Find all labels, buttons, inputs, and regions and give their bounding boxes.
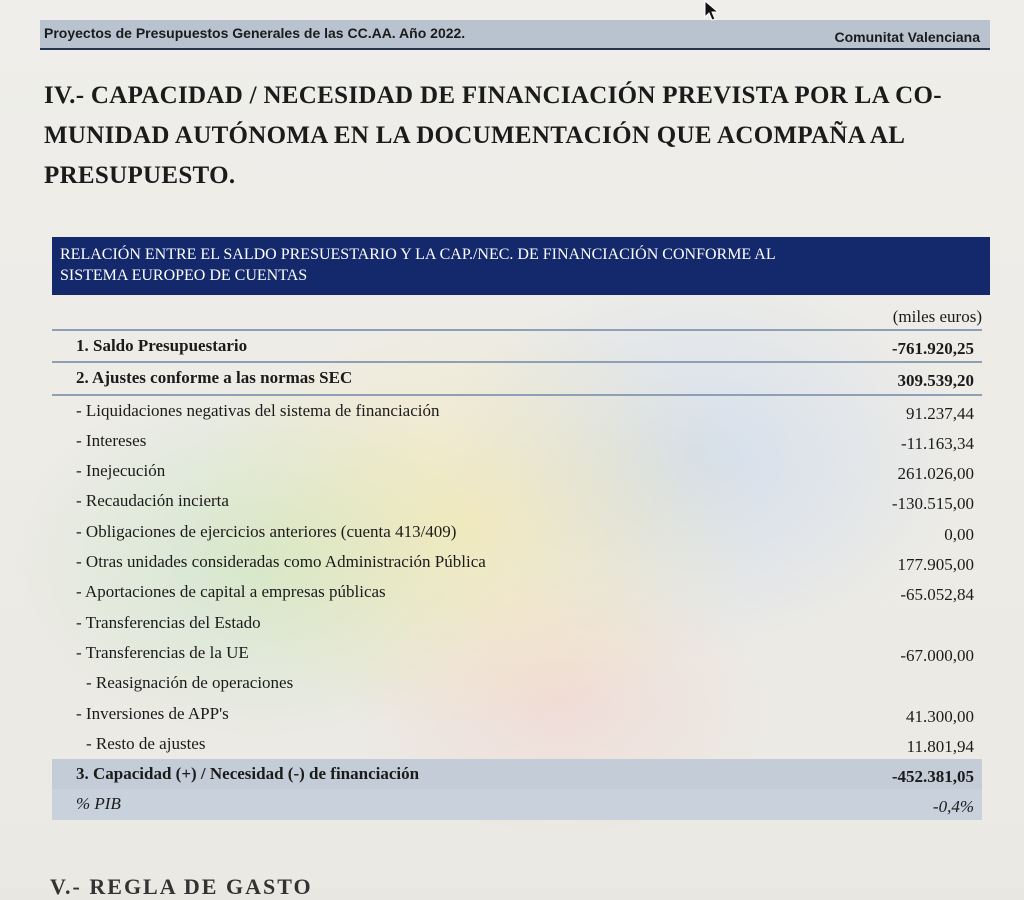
- row-value: 91.237,44: [906, 403, 974, 423]
- table-row: [52, 456, 982, 486]
- table-row: [52, 517, 982, 547]
- row-label: 2. Ajustes conforme a las normas SEC: [76, 368, 353, 388]
- table-row: [52, 699, 982, 729]
- row-value: 177.905,00: [897, 555, 974, 575]
- table-row: [52, 486, 982, 516]
- table-row: [52, 426, 982, 456]
- row-value: -0,4%: [932, 797, 974, 817]
- row-label: - Recaudación incierta: [76, 491, 229, 511]
- section-title-line: PRESUPUESTO.: [44, 162, 236, 189]
- table-header: [52, 237, 990, 295]
- section-title-line: MUNIDAD AUTÓNOMA EN LA DOCUMENTACIÓN QUE ACOMPAÑA AL: [44, 122, 906, 149]
- row-ajustes-sec: [52, 361, 982, 395]
- table-row: [52, 638, 982, 668]
- row-label: - Otras unidades consideradas como Administración Pública: [76, 552, 486, 572]
- header-publication-title: Proyectos de Presupuestos Generales de las CC.AA. Año 2022.: [44, 25, 466, 41]
- row-label: - Aportaciones de capital a empresas públicas: [76, 582, 386, 602]
- row-label: - Transferencias del Estado: [76, 612, 261, 632]
- section-title-line: IV.- CAPACIDAD / NECESIDAD DE FINANCIACIÓN PREVISTA POR LA CO-: [44, 82, 942, 109]
- financing-table: [52, 237, 990, 817]
- row-value: -761.920,25: [891, 339, 974, 358]
- row-value: -452.381,05: [891, 767, 974, 787]
- row-value: 309.539,20: [897, 371, 974, 391]
- row-value: 11.801,94: [906, 736, 974, 756]
- next-section-title: V.- REGLA DE GASTO: [50, 874, 313, 899]
- row-pib: [52, 789, 982, 819]
- row-label: - Liquidaciones negativas del sistema de financiación: [76, 400, 440, 420]
- table-header-line: RELACIÓN ENTRE EL SALDO PRESUESTARIO Y LA CAP./NEC. DE FINANCIACIÓN CONFORME AL: [60, 246, 776, 263]
- row-label: - Resto de ajustes: [86, 733, 206, 753]
- row-label: 1. Saldo Presupuestario: [76, 336, 248, 355]
- row-saldo-presupuestario: [52, 329, 982, 361]
- row-value: -65.052,84: [900, 585, 974, 605]
- document-header-bar: [40, 20, 990, 50]
- table-rows: [52, 329, 982, 820]
- row-value: -11.163,34: [900, 433, 974, 453]
- table-header-line: SISTEMA EUROPEO DE CUENTAS: [60, 267, 308, 284]
- table-row: [52, 668, 982, 698]
- row-label: - Inversiones de APP's: [76, 703, 229, 723]
- units-label: (miles euros): [892, 307, 982, 326]
- table-row: [52, 608, 982, 638]
- row-label: % PIB: [76, 794, 121, 814]
- row-label: 3. Capacidad (+) / Necesidad (-) de financiación: [76, 764, 420, 784]
- row-value: -130.515,00: [891, 494, 974, 514]
- row-label: - Inejecución: [76, 461, 166, 481]
- table-row: [52, 729, 982, 759]
- section-title: [44, 76, 989, 196]
- row-value: 0,00: [944, 524, 974, 544]
- table-row: [52, 396, 982, 426]
- row-value: -67.000,00: [900, 645, 974, 665]
- row-capacidad-necesidad: [52, 759, 982, 789]
- table-row: [52, 547, 982, 577]
- row-value: 261.026,00: [897, 464, 974, 484]
- row-label: - Obligaciones de ejercicios anteriores (cuenta 413/409): [76, 521, 457, 541]
- row-label: - Reasignación de operaciones: [86, 673, 294, 693]
- table-row: [52, 577, 982, 607]
- row-label: - Intereses: [76, 430, 147, 450]
- header-region: Comunitat Valenciana: [834, 29, 980, 45]
- mouse-cursor-icon: [703, 0, 721, 22]
- row-value: 41.300,00: [906, 706, 974, 726]
- row-label: - Transferencias de la UE: [76, 642, 249, 662]
